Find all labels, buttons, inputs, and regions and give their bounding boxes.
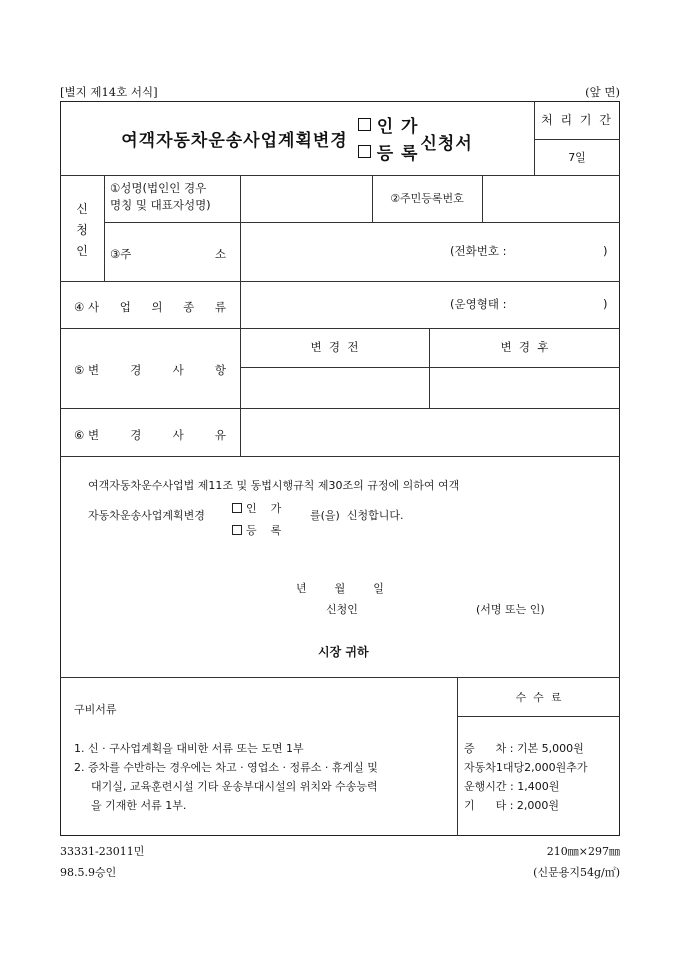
business-type-field[interactable] [241,282,620,328]
label-char: 경 [130,363,142,377]
divider [534,139,620,140]
operation-type-close: ) [603,297,608,311]
title-prefix: 여객자동차운송사업계획변경 [121,130,348,151]
addressee: 시장 귀하 [318,645,369,659]
applicant-label-char: 인 [76,244,88,258]
signature-note: (서명 또는 인) [476,603,545,616]
fee-line: 증 차 : 기본 5,000원 [464,742,584,755]
form-number: [별지 제14호 서식] [60,85,158,99]
applicant-group-label [60,200,104,259]
processing-period-value: 7일 [568,151,586,164]
after-change-field[interactable] [430,368,620,408]
statement-line2-prefix: 자동차운송사업계획변경 [88,509,205,522]
title-suffix: 신청서 [420,133,473,154]
divider [534,101,535,175]
change-reason-field[interactable] [241,409,620,456]
change-items-label [74,362,226,378]
statement-options [232,500,281,538]
label-char: 의 [151,300,163,314]
statement-option-registration: 등 록 [246,524,282,537]
processing-period-label: 처 리 기 간 [541,113,613,127]
applicant-signature-label: 신청인 [326,603,358,616]
title-options [358,112,419,164]
fee-line: 기 타 : 2,000원 [464,799,560,812]
fees-label: 수 수 료 [515,691,562,704]
divider [60,456,620,457]
name-label-line1: ①성명(법인인 경우 [110,181,207,195]
phone-close: ) [603,244,608,258]
document-item: 을 기재한 서류 1부. [91,799,187,812]
paper-size: 210㎜×297㎜ [546,845,620,858]
name-field[interactable] [241,176,372,222]
label-char: 종 [183,300,195,314]
date-line: 년 월 일 [296,582,384,595]
required-documents-label: 구비서류 [74,703,117,716]
address-label [110,246,226,262]
signature-field[interactable] [370,600,470,618]
divider [457,716,620,717]
applicant-label-char: 청 [76,223,88,237]
divider [60,677,620,678]
title-option-registration: 등 록 [376,144,419,164]
after-change-header: 변 경 후 [500,340,549,354]
label-char: 업 [119,300,131,314]
approval-checkbox[interactable] [358,118,371,131]
paper-type: (신문용지54g/㎡) [533,866,620,879]
document-item: 대기실, 교육훈련시설 기타 운송부대시설의 위치와 수송능력 [91,780,378,793]
statement-line1: 여객자동차운수사업법 제11조 및 동법시행규칙 제30조의 규정에 의하여 여객 [88,479,460,492]
label-char: 경 [130,428,142,442]
label-char: 유 [214,428,226,442]
address-label-end: 소 [214,247,226,261]
label-char: ⑥ 변 [74,428,100,442]
applicant-label-char: 신 [76,202,88,216]
phone-field[interactable] [520,240,600,260]
rrn-label: ②주민등록번호 [390,192,464,205]
statement-line2-suffix: 를(을) 신청합니다. [310,509,404,522]
statement-registration-checkbox[interactable] [232,525,242,535]
approval-date: 98.5.9승인 [60,866,117,879]
form-code: 33331-23011민 [60,845,145,858]
label-char: 류 [214,300,226,314]
before-change-field[interactable] [241,368,428,408]
divider [60,328,620,329]
label-char: 항 [214,363,226,377]
divider [104,175,105,281]
document-item: 1. 신 · 구사업계획을 대비한 서류 또는 도면 1부 [74,742,304,755]
fee-line: 운행시간 : 1,400원 [464,780,560,793]
label-char: ④ 사 [74,300,100,314]
registration-checkbox[interactable] [358,145,371,158]
statement-option-approval: 인 가 [246,502,282,515]
rrn-field[interactable] [483,176,620,222]
fee-line: 자동차1대당2,000원추가 [464,761,588,774]
operation-type-label: (운영형태 : [450,297,507,311]
label-char: ⑤ 변 [74,363,100,377]
form-title [60,101,534,175]
address-label-start: ③주 [110,247,132,261]
title-option-approval: 인 가 [376,117,419,137]
name-label-line2: 명칭 및 대표자성명) [110,198,211,212]
page-side: (앞 면) [585,85,620,99]
change-reason-label [74,427,226,443]
document-item: 2. 증차를 수반하는 경우에는 차고 · 영업소 · 정류소 · 휴게실 및 [74,761,378,774]
before-change-header: 변 경 전 [310,340,359,354]
label-char: 사 [172,363,184,377]
label-char: 사 [172,428,184,442]
business-type-label [74,299,226,315]
phone-label: (전화번호 : [450,244,507,258]
statement-approval-checkbox[interactable] [232,503,242,513]
